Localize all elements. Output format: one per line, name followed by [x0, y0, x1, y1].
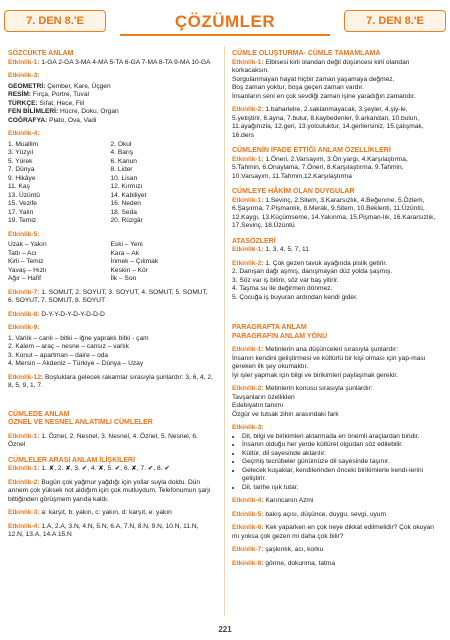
proverb-list — [232, 268, 437, 302]
answer: Etkinlik-1: Metinlerin ana düşünceleri sırasıyla şunlardır: — [232, 346, 399, 353]
answer: Etkinlik-3: — [232, 424, 264, 431]
section-title: CÜMLEYE HÂKİM OLAN DUYGULAR — [232, 188, 355, 195]
answer: Etkinlik-4: — [8, 130, 40, 137]
list-item: 5. Yürek — [8, 157, 33, 165]
list-item: 4. Barış — [110, 149, 134, 156]
list-item: • Geçmiş tecrübeler günümüze dil sayesinde taşınır. — [242, 458, 437, 467]
list-item: 18. Seda — [110, 208, 137, 216]
page-header — [0, 0, 450, 44]
list-item: Keskin – Kör — [110, 266, 148, 274]
list-item: Kirli – Temiz — [8, 258, 44, 265]
list-item: 3. Söz var iş bitirir, söz var baş yitirir. — [232, 276, 339, 284]
answer: Etkinlik-6: Kek yaparken en çok neye dikkat edilmelidir? Çok okuyan mı yoksa çok gezen mi daha çok bilir? — [232, 524, 434, 540]
list-item: Eski – Yeni — [110, 241, 143, 248]
bullet-list — [232, 433, 437, 493]
list-item: 13. Üzüntü — [8, 191, 40, 199]
section-title: CÜMLELER ARASI ANLAM İLİŞKİLERİ — [8, 456, 136, 464]
list-item: • İnsanın olduğu her yerde kültürel olgudan söz edilebilir. — [242, 441, 437, 450]
list-item: Tatlı – Acı — [8, 249, 37, 257]
list-item: İnmek – Çıkmak — [110, 258, 159, 265]
section-title: CÜMLENİN İFADE ETTİĞİ ANLAM ÖZELLİKLERİ — [232, 147, 391, 154]
list-item: Ağır – Hafif — [8, 275, 41, 282]
list-item: 20. Rüzgâr — [110, 217, 143, 224]
list-item: Kara – Ak — [110, 249, 140, 257]
list-item: 10. Lisan — [110, 174, 138, 182]
answer: Etkinlik-1: Elbisesi kirli olandan değil düşüncesi kirli olandan korkacaksın. — [232, 58, 410, 74]
answer: Etkinlik-4: 1.A, 2.A, 3.N, 4.N, 5.N, 6.A, 7.N, 8.N, 9.N, 10.N, 11.N, 12.N, 13.A, 14.A 15.N — [8, 522, 199, 538]
answer: Etkinlik-1: 1.Öneri, 2.Varsayım, 3.Ön yargı, 4.Karşılaştırma, 5.Tahmin, 6.Onaylama, 7.Öneri, 8.Karşılaştırma, 9.Tahmin, 10.Varsayım, 11.Tahmin,12.Karşılaştırma — [232, 155, 408, 180]
word-list — [8, 141, 213, 226]
list-item: 6. Kanun — [110, 157, 137, 165]
list-item: 1. Varlık – canlı – bitki – iğne yapraklı bitki - çam — [8, 334, 149, 342]
answer: Etkinlik-1: 1. ✘, 2. ✘, 3. ✔, 4. ✘, 5. ✔, 6. ✘, 7. ✔, 8. ✔ — [8, 465, 170, 472]
list-item: 7. Dünya — [8, 166, 35, 173]
list-item: 3. Konut – apartman – daire – oda — [8, 351, 109, 359]
list-item: 19. Temiz — [8, 217, 37, 224]
antonym-list — [8, 241, 213, 284]
list-item: 15. Vezife — [8, 200, 37, 207]
list-item: 16. Neden — [110, 200, 141, 207]
list-item: 11. Kaş — [8, 183, 30, 190]
answer: Etkinlik-2: 1. Çok gezen tavuk ayağında pislik getirir. — [232, 259, 388, 267]
list-item: Uzak – Yakın — [8, 241, 47, 248]
list-item: 2. Kalem – araç – nesne – cansız – varlık — [8, 343, 129, 350]
answer: Etkinlik-8: görme, dokunma, tatma — [232, 559, 335, 567]
answer: Etkinlik-1: 1.Sevinç, 2.Sitem, 3.Kararsızlık, 4.Beğenme, 5.Özlem, 6.Şaşırma, 7.Pişmanlık, 8.Merak, 9.Sitem, 10.Beklenti, 11:Üzüntü, 12.Kaygı, 13.Küçümseme, 14.Yakınma, 15.Pişman-lık, 16.Kararsızlık, 17.Sevinç, 18.Üzüntü — [232, 196, 436, 229]
answer: Etkinlik-2: Metinlerin konusu sırasıyla şunlardır: — [232, 385, 373, 392]
grade-tab-right: 7. DEN 8.'E — [344, 10, 446, 32]
answer: Etkinlik-1: 1, 3, 4, 5, 7, 11 — [232, 246, 309, 253]
right-column: CÜMLE OLUŞTURMA- CÜMLE TAMAMLAMA Etkinlik-1: Elbisesi kirli olandan değil düşüncesi kirli olandan korkacaksın. Sorgulanmayan hayat hiçbir zaman yaşamaya değmez. Boş zaman yoktur, boşa geçen zaman vardır. İnsanların seni en çok sevdiği zaman işine yaradığın zamandır. Etkinlik-2: 1.baharlelre, 2.saklanmayacak, 3.şeyler, 4.şiy-le, 5.yetiştirir, 6.ayna, 7.bulur, 8.kaybedenler, 9.arkandan, 10.bulun, 11.ayağınızla, 12.geri, 13.yolculuktur, 14.gerilersiniz, 15.çalışmak, 16.ders CÜMLENİN İFADE ETTİĞİ ANLAM ÖZELLİKLERİ Etkinlik-1: 1.Öneri, 2.Varsayım, 3.Ön yargı, 4.Karşılaştırma, 5.Tahmin, 6.Onaylama, 7.Öneri, 8.Karşılaştırma, 9.Tahmin, 10.Varsayım, 11.Tahmin,12.Karşılaştırma CÜMLEYE HÂKİM OLAN DUYGULAR Etkinlik-1: 1.Sevinç, 2.Sitem, 3.Kararsızlık, 4.Beğenme, 5.Özlem, 6.Şaşırma, 7.Pişmanlık, 8.Merak, 9.Sitem, 10.Beklenti, 11:Üzüntü, 12.Kaygı, 13.Küçümseme, 14.Yakınma, 15.Pişman-lık, 16.Kararsızlık, 17.Sevinç, 18.Üzüntü ATASÖZLERİ Etkinlik-1: 1, 3, 4, 5, 7, 11 Etkinlik-2: 1. Çok gezen tavuk ayağında pislik getirir. 2. Danışan dağı aşmış, danışmayan düz yolda şaşmış. 3. Söz var iş bitirir, söz var baş yitirir. 4. Taşma su ile değirmen dönmez. 5. Çocuğa iş buyuran ardından kendi gider. PARAGRAFTA ANLAM PARAGRAFIN ANLAM YÖNÜ Etkinlik-1: Metinlerin ana düşünceleri sırasıyla şunlardır: İnsanın kendini geliştirmesi ve kültürlü bir kişi olması için yap-ması gereken ilk şey okumaktır. İyi işler yapmak için bilgi ve birikimleri paylaşmak gerekir. Etkinlik-2: Metinlerin konusu sırasıyla şunlardır: Tavşanların özellikleri Edebiyatın tanımı Özgür ve tutsak zihin arasındaki fark Etkinlik-3: • Dil, bilgi ve birikimleri aktarmada en önemli araçlardan biridir. • İnsanın olduğu her yerde kültürel olgudan söz edilebilir. • Kültür, dil sayesinde aktarılır. • Geçmiş tecrübeler günümüze dil sayesinde taşınır. • Gelecek kuşaklar, kendilerinden önceki birikimlerle kendi-lerini geliştirir. • Dil, tarihe ışık tutar. Etkinlik-4: Karıncanın Azmi Etkinlik-5: bakış açısı, düşünce, duygu, sevgi, uyum Etkinlik-6: Kek yaparken en çok neye dikkat edilmelidir? Çok okuyan mı yoksa çok gezen mi daha çok bilir? Etkinlik-7: şaşkınlık, acı, korku Etkinlik-8: görme, dokunma, tatma — [232, 50, 437, 570]
answer: Etkinlik-1: 1-GA 2-GA 3-MA 4-MA 5-TA 6-GA 7-MA 8-TA 9-MA 10-GA — [8, 58, 211, 66]
list-item: Yavaş – Hızlı — [8, 266, 47, 274]
answer: Etkinlik-9: — [8, 324, 40, 331]
list-item: 2. Danışan dağı aşmış, danışmayan düz yolda şaşmış. — [232, 268, 393, 275]
page-number: 221 — [218, 625, 232, 634]
answer: Etkinlik-1: 1. Öznel, 2. Nesnel, 3. Nesnel, 4. Öznel, 5. Nesnel, 6. Öznel — [8, 432, 198, 448]
list-item: 17. Yalın — [8, 208, 34, 216]
list-item: 8. Lider — [110, 166, 133, 173]
list-item: • Gelecek kuşaklar, kendilerinden önceki birikimlerle kendi-lerini geliştirir. — [242, 467, 437, 484]
list-item: • Dil, tarihe ışık tutar. — [242, 484, 437, 493]
list-item: 12. Kırmızı — [110, 183, 143, 190]
left-column: SÖZCÜKTE ANLAM Etkinlik-1: 1-GA 2-GA 3-MA 4-MA 5-TA 6-GA 7-MA 8-TA 9-MA 10-GA Etkinlik-3: GEOMETRİ: Çember, Kare, Üçgen RESİM: Fırça, Portre, Tuval TÜRKÇE: Sıfat, Hece, Fiil FEN BİLİMLERİ: Hücre, Doku, Organ COĞRAFYA: Plato, Ova, Vadi Etkinlik-4: 1. Muallim 3. Yüzyıl 5. Yürek 7. Dünya 9. Hikâye 11. Kaş 13. Üzüntü 15. Vezife 17. Yalın 19. Temiz 2. Okul 4. Barış 6. Kanun 8. Lider 10. Lisan 12. Kırmızı 14. Kabiliyet 16. Neden 18. Seda 20. Rüzgâr Etkinlik-5: Uzak – Yakın Tatlı – Acı Kirli – Temiz Yavaş – Hızlı Ağır – Hafif Eski – Yeni Kara – Ak İnmek – Çıkmak Keskin – Kör İlk – Son Etkinlik-7: 1. SOMUT, 2. SOYUT, 3. SOYUT, 4. SOMUT, 5. SOMUT, 6. SOYUT, 7. SOMUT, 8. SOYUT Etkinlik-8: D-Y-Y-D-Y-D-Y-D-D-D Etkinlik-9: 1. Varlık – canlı – bitki – iğne yapraklı bitki - çam 2. Kalem – araç – nesne – cansız – varlık 3. Konut – apartman – daire – oda 4. Mersin – Akdeniz – Türkiye – Dünya – Uzay Etkinlik-12: Boşluklara gelecek rakamlar sırasıyla şunlardır: 3, 6, 4, 2, 8, 5, 9, 1, 7. CÜMLEDE ANLAM ÖZNEL VE NESNEL ANLATIMLI CÜMLELER Etkinlik-1: 1. Öznel, 2. Nesnel, 3. Nesnel, 4. Öznel, 5. Nesnel, 6. Öznel CÜMLELER ARASI ANLAM İLİŞKİLERİ Etkinlik-1: 1. ✘, 2. ✘, 3. ✔, 4. ✘, 5. ✔, 6. ✘, 7. ✔, 8. ✔ Etkinlik-2: Bugün çok yağmur yağdığı için yollar suyla doldu. Dün annem çok yüksek not aldığım için çok mutluydum. Telefonumun şarjı bittiğinden görüşmem yarıda kaldı. Etkinlik-3: a: karşıt, b: yakın, c: yakın, d: karşıt, e: yakın Etkinlik-4: 1.A, 2.A, 3.N, 4.N, 5.N, 6.A, 7.N, 8.N, 9.N, 10.N, 11.N, 12.N, 13.A, 14.A 15.N — [8, 50, 213, 538]
answer: Etkinlik-4: Karıncanın Azmi — [232, 497, 314, 504]
list-item: 4. Mersin – Akdeniz – Türkiye – Dünya – Uzay — [8, 360, 144, 367]
section-title: CÜMLEDE ANLAM — [8, 410, 70, 418]
hierarchy-list — [8, 335, 213, 369]
list-item: 5. Çocuğa iş buyuran ardından kendi gider. — [232, 293, 358, 301]
list-item: 14. Kabiliyet — [110, 191, 147, 199]
section-subtitle: ÖZNEL VE NESNEL ANLATIMLI CÜMLELER — [8, 419, 153, 426]
answer: Etkinlik-7: şaşkınlık, acı, korku — [232, 546, 324, 553]
page-title: ÇÖZÜMLER — [174, 12, 276, 31]
answer: Etkinlik-5: — [8, 230, 40, 238]
list-item: • Kültür, dil sayesinde aktarılır. — [242, 450, 437, 459]
grade-tab-left: 7. DEN 8.'E — [4, 10, 106, 32]
list-item: İlk – Son — [110, 275, 137, 282]
answer: Etkinlik-2: Bugün çok yağmur yağdığı için yollar suyla doldu. Dün annem çok yüksek not aldığım için çok mutluydum. Telefonumun şarjı bittiğinden görüşmem yarıda kaldı. — [8, 478, 211, 503]
answer: Etkinlik-3: a: karşıt, b: yakın, c: yakın, d: karşıt, e: yakın — [8, 509, 172, 516]
answer: Etkinlik-5: bakış açısı, düşünce, duygu, sevgi, uyum — [232, 510, 386, 518]
list-item: 2. Okul — [110, 140, 132, 148]
answer: Etkinlik-8: D-Y-Y-D-Y-D-Y-D-D-D — [8, 310, 105, 318]
list-item: 3. Yüzyıl — [8, 149, 34, 156]
title-underline — [120, 34, 330, 36]
list-item: 4. Taşma su ile değirmen dönmez. — [232, 285, 333, 292]
column-divider — [224, 46, 225, 616]
list-item: 9. Hikâye — [8, 174, 36, 182]
section-subtitle: PARAGRAFIN ANLAM YÖNÜ — [232, 332, 328, 340]
section-title: CÜMLE OLUŞTURMA- CÜMLE TAMAMLAMA — [232, 50, 381, 57]
answer: Etkinlik-7: 1. SOMUT, 2. SOYUT, 3. SOYUT, 4. SOMUT, 5. SOMUT, 6. SOYUT, 7. SOMUT, 8. SOYUT — [8, 288, 208, 304]
list-item: 1. Muallim — [8, 140, 39, 148]
section-title: PARAGRAFTA ANLAM — [232, 324, 307, 331]
answer: Etkinlik-2: 1.baharlelre, 2.saklanmayacak, 3.şeyler, 4.şiy-le, 5.yetiştirir, 6.ayna, 7.bulur, 8.kaybedenler, 9.arkandan, 10.bulun, 11.ayağınızla, 12.geri, 13.yolculuktur, 14.gerilersiniz, 15.çalışmak, 16.ders — [232, 106, 424, 139]
answer: Etkinlik-12: Boşluklara gelecek rakamlar sırasıyla şunlardır: 3, 6, 4, 2, 8, 5, 9, 1, 7. — [8, 373, 213, 389]
answer: Etkinlik-3: — [8, 72, 40, 79]
list-item: • Dil, bilgi ve birikimleri aktarmada en önemli araçlardan biridir. — [242, 433, 437, 442]
section-title: SÖZCÜKTE ANLAM — [8, 50, 74, 57]
section-title: ATASÖZLERİ — [232, 237, 276, 245]
